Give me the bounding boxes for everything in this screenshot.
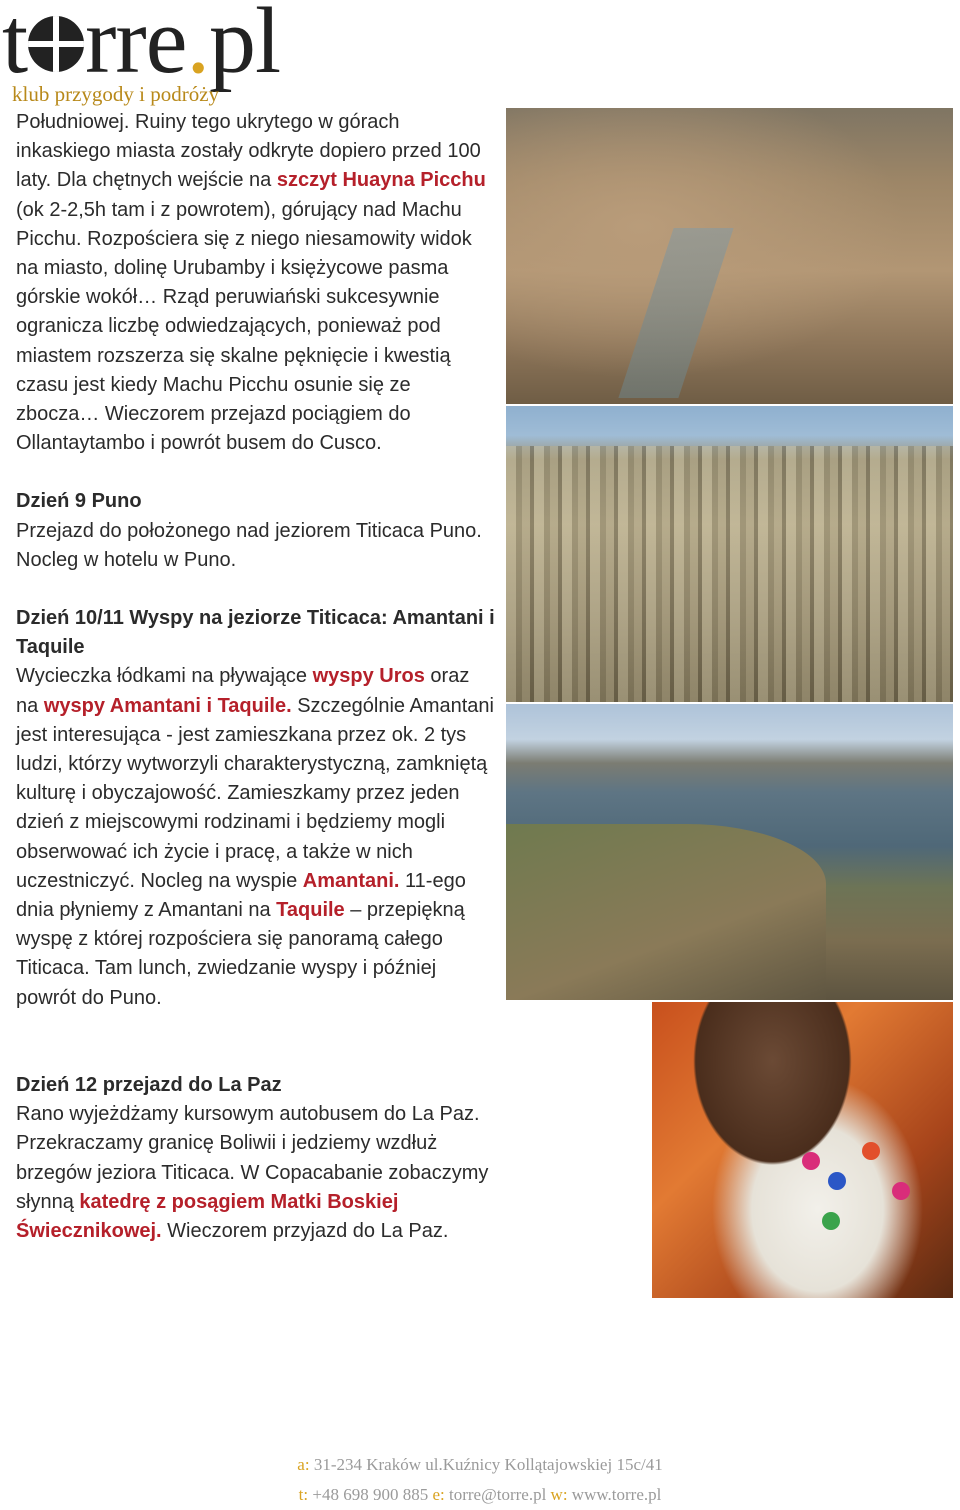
photo-local-woman bbox=[652, 1002, 953, 1298]
photo-canyon-landscape bbox=[506, 108, 953, 404]
day12-text: Rano wyjeżdżamy kursowym autobusem do La Paz. Przekraczamy granicę Boliwii i jedziemy wzdłuż brzegów jeziora Titicaca. W Copacabanie zobaczymy słynną katedrę z posągiem Matki Boskiej Świecznikowej. Wieczorem przyjazd do La Paz. bbox=[16, 1103, 489, 1242]
highlight-uros: wyspy Uros bbox=[312, 665, 425, 688]
day9-heading: Dzień 9 Puno bbox=[16, 490, 142, 513]
day9-text: Przejazd do położonego nad jeziorem Titicaca Puno. Nocleg w hotelu w Puno. bbox=[16, 519, 482, 571]
day10-text: Wycieczka łódkami na pływające wyspy Uros oraz na wyspy Amantani i Taquile. Szczególnie Amantani jest interesująca - jest zamieszkana przez ok. 2 tys ludzi, którzy wytworzyli charakterystyczną, zamkniętą kulturę i obyczajowość. Zamieszkamy przez jeden dzień z miejscowymi rodzinami i będziemy mogli obserwować ich życie i pracę, a także w nich uczestniczyć. Nocleg na wyspie Amantani. 11-ego dnia płyniemy z Amantani na Taquile – przepiękną wyspę z której rozpościera się panoramą całego Titicaca. Tam lunch, zwiedzanie wyspy i później powrót do Puno. bbox=[16, 665, 494, 1009]
contact-footer bbox=[0, 1450, 960, 1510]
highlight-huayna-picchu: szczyt Huayna Picchu bbox=[276, 169, 486, 192]
footer-email[interactable]: torre@torre.pl bbox=[444, 1485, 551, 1504]
photo-lake-titicaca bbox=[506, 704, 953, 1000]
highlight-amantani-taquile: wyspy Amantani i Taquile. bbox=[43, 694, 292, 717]
footer-website[interactable]: www.torre.pl bbox=[567, 1485, 662, 1504]
highlight-cathedral: katedrę z posągiem Matki Boskiej Świecznikowej. bbox=[16, 1190, 399, 1242]
itinerary-text bbox=[16, 108, 496, 1246]
highlight-taquile: Taquile bbox=[276, 899, 345, 922]
day12-heading: Dzień 12 przejazd do La Paz bbox=[16, 1073, 282, 1096]
photo-rock-formations bbox=[506, 406, 953, 702]
highlight-amantani: Amantani. bbox=[302, 869, 400, 892]
globe-icon bbox=[28, 16, 84, 72]
logo-tagline: klub przygody i podróży bbox=[12, 82, 220, 106]
day10-heading: Dzień 10/11 Wyspy na jeziorze Titicaca: Amantani i Taquile bbox=[16, 607, 495, 659]
footer-address: a: 31-234 Kraków ul.Kuźnicy Kollątajowskiej 15c/41 bbox=[297, 1455, 663, 1474]
brand-logo bbox=[2, 0, 332, 108]
logo-wordmark: t rre.pl bbox=[2, 0, 281, 93]
intro-paragraph: Południowej. Ruiny tego ukrytego w górach inkaskiego miasta zostały odkryte dopiero przed 100 laty. Dla chętnych wejście na szczyt Huayna Picchu (ok 2-2,5h tam i z powrotem), górujący nad Machu Picchu. Rozpościera się z niego niesamowity widok na miasto, dolinę Urubamby i księżycowe pasma górskie wokół… Rząd peruwiański sukcesywnie ogranicza liczbę odwiedzających, ponieważ pod miastem rozszerza się skalne pęknięcie i kwestią czasu jest kiedy Machu Picchu osunie się ze zbocza… Wieczorem przejazd pociągiem do Ollantaytambo i powrót busem do Cusco. bbox=[16, 111, 486, 455]
footer-contacts: t: +48 698 900 885 e: torre@torre.pl w: www.torre.pl bbox=[298, 1485, 662, 1504]
